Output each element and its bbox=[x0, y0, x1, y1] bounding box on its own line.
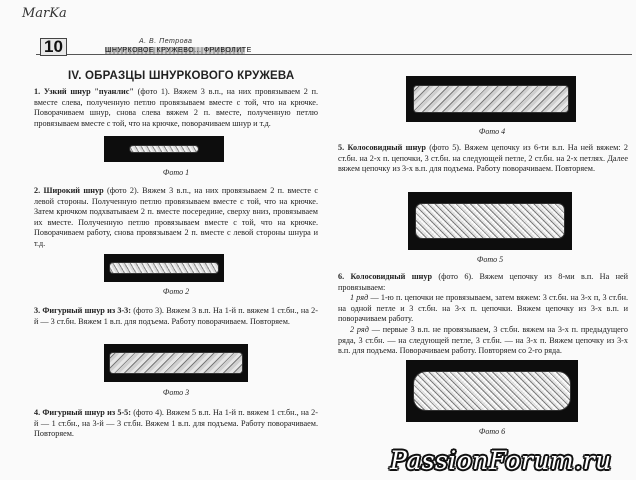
item-3-num: 3. bbox=[34, 306, 41, 315]
item-6-num: 6. bbox=[338, 272, 345, 281]
item-6-text: (фото 6). Вяжем цепочку из 8-ми в.п. На ней провязываем: bbox=[338, 272, 628, 292]
photo-5 bbox=[408, 192, 572, 250]
item-5-num: 5. bbox=[338, 143, 345, 152]
site-watermark: PassionForum.ru bbox=[390, 446, 612, 475]
caption-photo-6: Фото 6 bbox=[478, 427, 506, 436]
item-2 bbox=[34, 186, 318, 250]
caption-photo-1: Фото 1 bbox=[162, 168, 190, 177]
running-head bbox=[105, 38, 252, 54]
item-6-row1-label: 1 ряд bbox=[350, 293, 369, 303]
caption-photo-4: Фото 4 bbox=[478, 127, 506, 136]
caption-photo-3: Фото 3 bbox=[162, 388, 190, 397]
item-6-row1-text: — 1-ю п. цепочки не провязываем, затем вяжем: 3 ст.бн. на 3-х п, 3 ст.бн. на одной петле и 3 ст.бн. на 3-х п. цепочки. Вяжем цепочку из 3-х в.п. и поворачиваем работу. bbox=[338, 293, 629, 324]
watermark-marka: MarKa bbox=[22, 6, 67, 21]
item-1-text: (фото 1). Вяжем 3 в.п., на них провязываем 2 п. вместе слева, полученную петлю провязываем вместе с той, что на крючке. Поворачиваем шнур, снова слева вяжем 2 п. вместе, полученную петлю провязываем вместе с той, что на крючке, поворачиваем шнур и т.д. bbox=[34, 87, 319, 128]
item-3 bbox=[34, 306, 318, 327]
item-2-text: (фото 2). Вяжем 3 в.п., на них провязываем 2 п. вместе с левой стороны. Полученную петлю провязываем вместе с той, что на крючке. Затем крючком подхватываем 2 п. вместе посередине, сверху вниз, провязываем их вместе. Полученную петлю провязываем вместе с той, что на крючке. Поворачиваем работу, снова провязываем 2 п. вместе с левой стороны шнура и т.д. bbox=[34, 186, 319, 248]
cord-3 bbox=[110, 353, 242, 373]
cord-2 bbox=[110, 263, 218, 273]
photo-6 bbox=[406, 360, 578, 422]
item-2-num: 2. bbox=[34, 186, 41, 195]
item-5 bbox=[338, 143, 628, 175]
photo-3 bbox=[104, 344, 248, 382]
page-number: 10 bbox=[40, 38, 67, 56]
item-6-row2-text: — первые 3 в.п. не провязываем, 3 ст.бн. вяжем на 3-х п. предыдущего ряда, 3 ст.бн. — на следующей петле, 3 ст.бн. — на 3-х п. Вяжем цепочку из 3-х в.п. для подъема. Поворачиваем работу. Повторяем со 2-го ряда. bbox=[338, 324, 629, 356]
photo-1 bbox=[104, 136, 224, 162]
item-4-text: (фото 4). Вяжем 5 в.п. На 1-й п. вяжем 1 ст.бн., на 2-й — 1 ст.бн., на 3-й — 3 ст.бн. Вяжем 1 в.п. для подъема. Работу поворачиваем. Повторяем. bbox=[34, 408, 318, 439]
cord-5 bbox=[416, 204, 564, 238]
cord-4 bbox=[414, 86, 568, 112]
caption-photo-5: Фото 5 bbox=[476, 255, 504, 264]
item-1-name: Узкий шнур "пуанлис" bbox=[43, 87, 134, 96]
item-1-num: 1. bbox=[34, 87, 41, 96]
item-4-name: Фигурный шнур из 5-5: bbox=[42, 408, 132, 417]
item-4 bbox=[34, 408, 318, 440]
running-head-author: А. В. Петрова bbox=[139, 38, 193, 45]
item-5-name: Колосовидный шнур bbox=[347, 143, 426, 152]
running-head-title: ШНУРКОВОЕ КРУЖЕВО... ФРИВОЛИТЕ bbox=[105, 47, 252, 54]
item-3-name: Фигурный шнур из 3-3: bbox=[42, 306, 132, 315]
item-5-text: (фото 5). Вяжем цепочку из 6-ти в.п. На ней вяжем: 2 ст.бн. на 2-х п. цепочки, 3 ст.бн. на следующей петле, 2 ст.бн. на 2-х петлях. Далее вяжем цепочку из 3-х в.п. для подъема. Работу поворачиваем. Повторяем. bbox=[338, 143, 628, 174]
photo-4 bbox=[406, 76, 576, 122]
item-6 bbox=[338, 272, 628, 357]
cord-6 bbox=[414, 372, 570, 410]
cord-1 bbox=[130, 146, 198, 152]
item-6-row2-label: 2 ряд bbox=[350, 324, 369, 334]
item-6-name: Колосовидный шнур bbox=[350, 272, 432, 281]
item-2-name: Широкий шнур bbox=[43, 186, 104, 195]
photo-2 bbox=[104, 254, 224, 282]
item-1 bbox=[34, 87, 318, 129]
item-4-num: 4. bbox=[34, 408, 41, 417]
caption-photo-2: Фото 2 bbox=[162, 287, 190, 296]
section-heading: IV. ОБРАЗЦЫ ШНУРКОВОГО КРУЖЕВА bbox=[68, 70, 295, 82]
item-3-text: (фото 3). Вяжем 3 в.п. На 1-й п. вяжем 1 ст.бн., на 2-й — 3 ст.бн. Вяжем 1 в.п. для подъема. Работу поворачиваем. Повторяем. bbox=[34, 306, 318, 326]
